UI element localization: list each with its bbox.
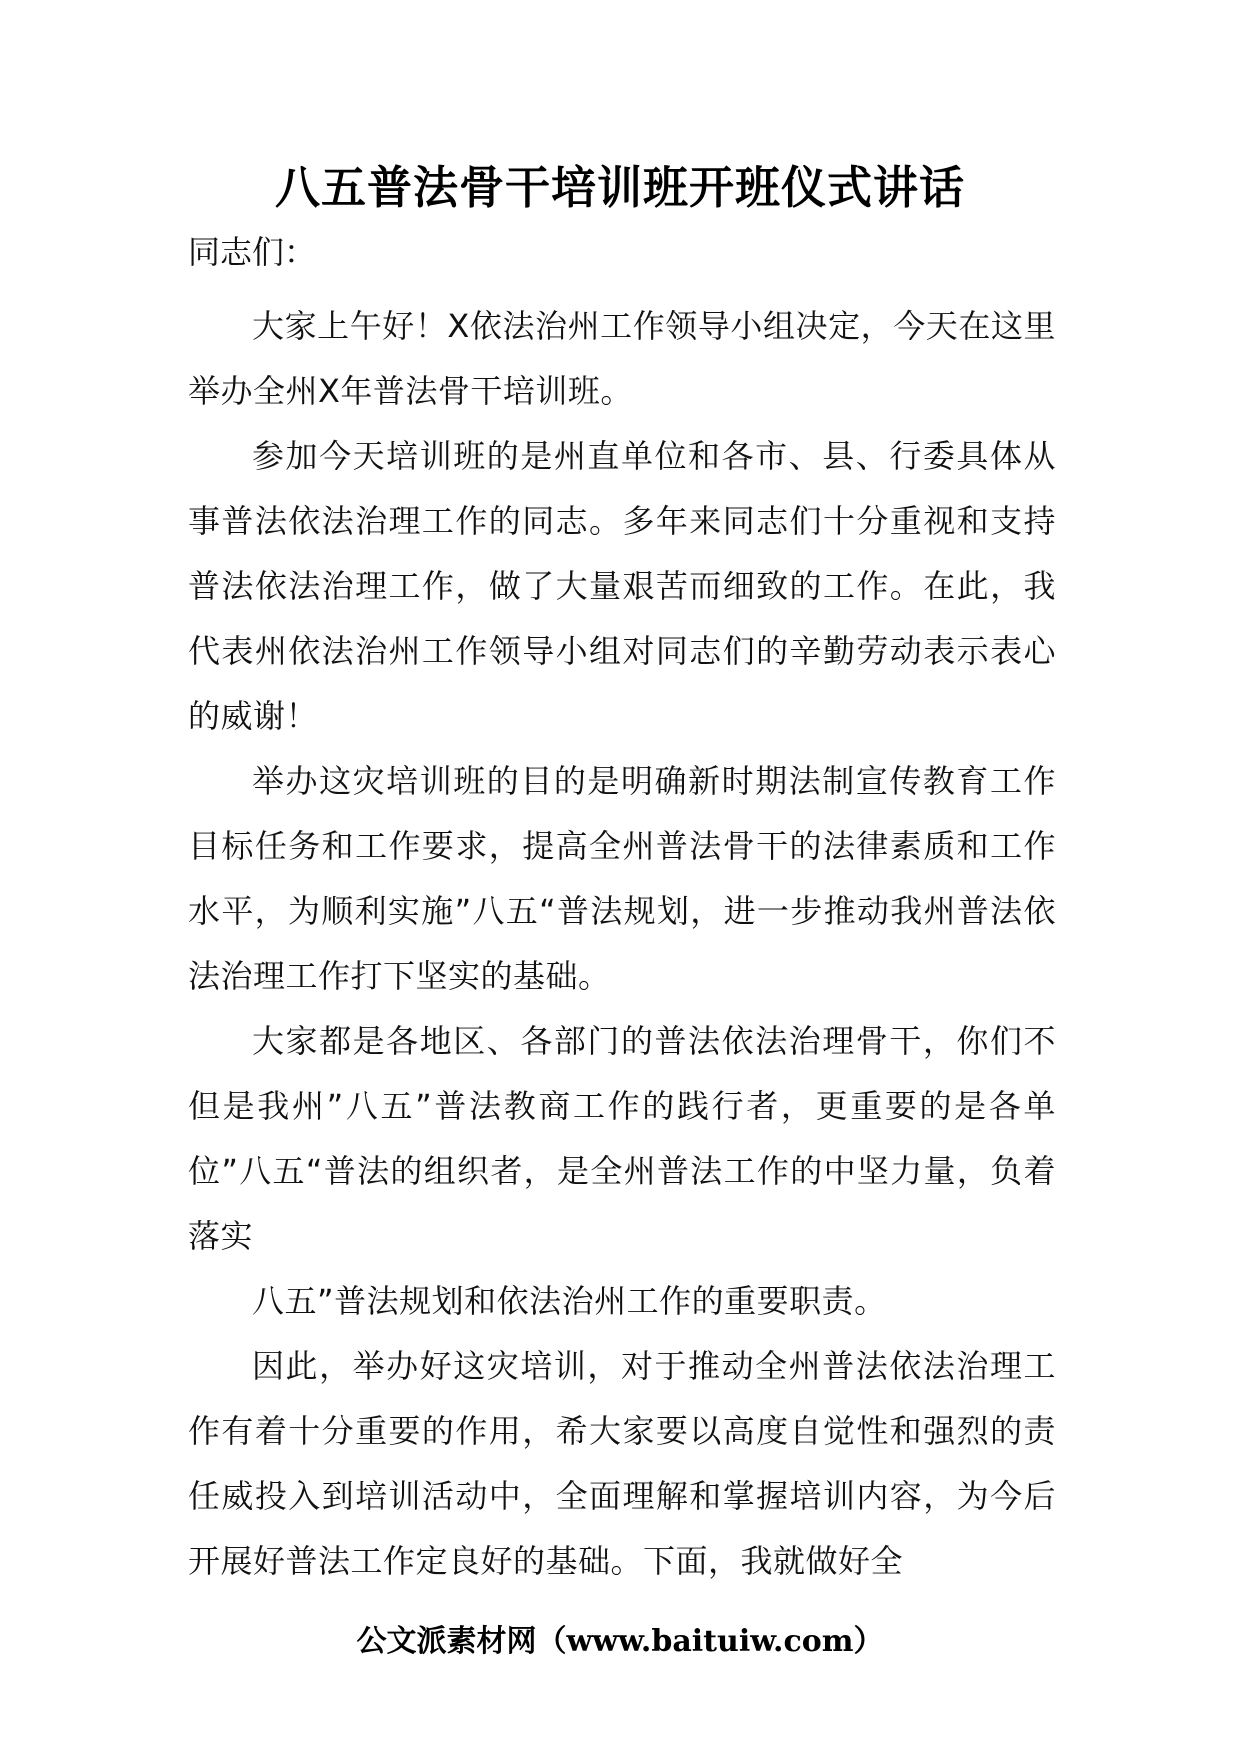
greeting: 同志们： [188,233,317,271]
paragraph-6: 因此，举办好这灾培训，对于推动全州普法依法治理工作有着十分重要的作用，希大家要以高度自觉性和强烈的责任威投入到培训活动中，全面理解和掌握培训内容，为今后开展好普法工作定良好的基础。下面，我就做好全 [188,1347,1056,1580]
document-title: 八五普法骨干培训班开班仪式讲话 [274,161,965,214]
document-body [188,228,1056,1594]
paragraph-2: 参加今天培训班的是州直单位和各市、县、行委具体从事普法依法治理工作的同志。多年来同志们十分重视和支持普法依法治理工作，做了大量艰苦而细致的工作。在此，我代表州依法治州工作领导小组对同志们的辛勤劳动表示表心的威谢！ [188,437,1056,735]
paragraph-5: 八五”普法规划和依法治州工作的重要职责。 [252,1282,887,1320]
footer-source: 公文派素材网（www.baituiw.com） [356,1624,884,1659]
paragraph-4: 大家都是各地区、各部门的普法依法治理骨干，你们不但是我州”八五”普法教商工作的践行者，更重要的是各单位”八五“普法的组织者，是全州普法工作的中坚力量，负着落实 [188,1022,1056,1255]
paragraph-3: 举办这灾培训班的目的是明确新时期法制宣传教育工作目标任务和工作要求，提高全州普法骨干的法律素质和工作水平，为顺利实施”八五“普法规划，进一步推动我州普法依法治理工作打下坚实的基础。 [188,762,1056,995]
paragraph-1: 大家上午好！X依法治州工作领导小组决定，今天在这里举办全州X年普法骨干培训班。 [188,307,1056,410]
